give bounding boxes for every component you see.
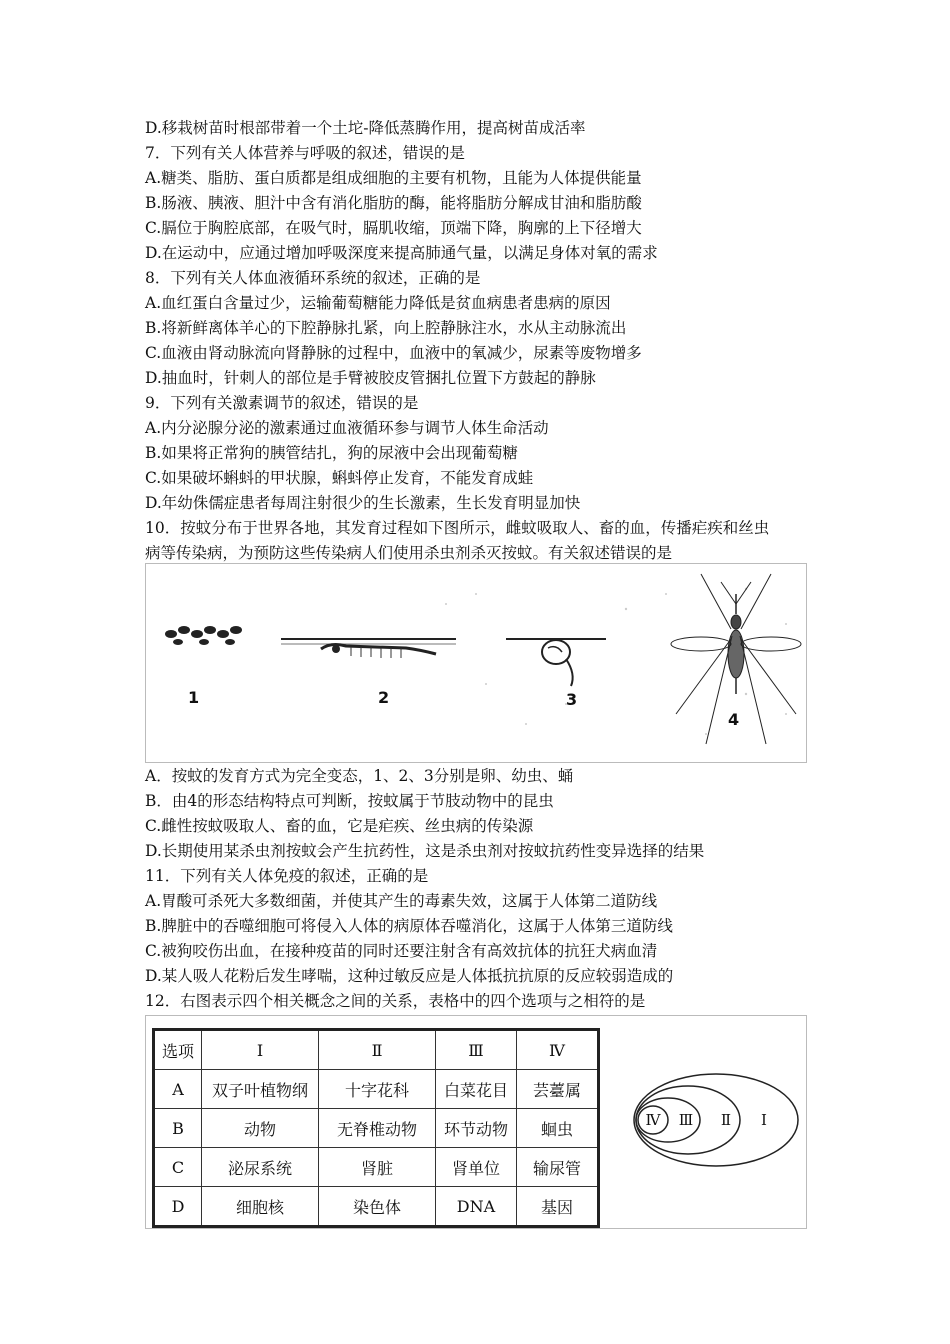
text-line: A.血红蛋白含量过少，运输葡萄糖能力降低是贫血病患者患病的原因 xyxy=(145,294,611,312)
text-line: 12．右图表示四个相关概念之间的关系，表格中的四个选项与之相符的是 xyxy=(145,992,646,1010)
venn-label-2: Ⅱ xyxy=(720,1111,732,1129)
text-line: B.将新鲜离体羊心的下腔静脉扎紧，向上腔静脉注水，水从主动脉流出 xyxy=(145,319,627,337)
mosquito-lifecycle-figure xyxy=(145,563,807,763)
text-line: C.血液由肾动脉流向肾静脉的过程中，血液中的氧减少，尿素等废物增多 xyxy=(145,344,642,362)
table-cell: 十字花科 xyxy=(319,1070,436,1109)
text-line: B．由4的形态结构特点可判断，按蚊属于节肢动物中的昆虫 xyxy=(145,792,554,810)
table-row xyxy=(154,1109,599,1148)
text-line: D.长期使用某杀虫剂按蚊会产生抗药性，这是杀虫剂对按蚊抗药性变异选择的结果 xyxy=(145,842,705,860)
table-cell: 芸薹属 xyxy=(517,1070,599,1109)
venn-label-3: Ⅲ xyxy=(678,1111,694,1129)
text-line: A．按蚊的发育方式为完全变态，1、2、3分别是卵、幼虫、蛹 xyxy=(145,767,574,785)
table-cell: DNA xyxy=(436,1187,517,1227)
text-line: D.在运动中，应通过增加呼吸深度来提高肺通气量，以满足身体对氧的需求 xyxy=(145,244,658,262)
table-cell: 泌尿系统 xyxy=(202,1148,319,1187)
table-cell: C xyxy=(154,1148,202,1187)
venn-label-4: Ⅳ xyxy=(645,1111,661,1129)
table-cell: 动物 xyxy=(202,1109,319,1148)
text-line: C.雌性按蚊吸取人、畜的血，它是疟疾、丝虫病的传染源 xyxy=(145,817,534,835)
text-line: C.如果破坏蝌蚪的甲状腺，蝌蚪停止发育，不能发育成蛙 xyxy=(145,469,534,487)
mosquito-lifecycle-drawing xyxy=(146,564,806,762)
text-line: B.脾脏中的吞噬细胞可将侵入人体的病原体吞噬消化，这属于人体第三道防线 xyxy=(145,917,673,935)
text-line: 11．下列有关人体免疫的叙述，正确的是 xyxy=(145,867,429,885)
nested-venn-diagram xyxy=(616,1016,801,1228)
text-line: D.移栽树苗时根部带着一个土坨-降低蒸腾作用，提高树苗成活率 xyxy=(145,119,586,137)
text-line: D.年幼侏儒症患者每周注射很少的生长激素，生长发育明显加快 xyxy=(145,494,581,512)
table-cell: D xyxy=(154,1187,202,1227)
pupa-icon xyxy=(506,639,606,686)
table-cell: 肾单位 xyxy=(436,1148,517,1187)
text-line: D.抽血时，针刺人的部位是手臂被胶皮管捆扎位置下方鼓起的静脉 xyxy=(145,369,596,387)
larva-icon xyxy=(281,639,456,658)
table-header-cell: Ⅰ xyxy=(202,1030,319,1070)
stage-label-3: 3 xyxy=(566,690,578,709)
concept-relation-figure xyxy=(145,1015,807,1229)
table-header-cell: 选项 xyxy=(154,1030,202,1070)
options-table xyxy=(152,1028,600,1228)
table-row xyxy=(154,1148,599,1187)
table-header-row xyxy=(154,1030,599,1070)
table-cell: A xyxy=(154,1070,202,1109)
table-cell: 白菜花目 xyxy=(436,1070,517,1109)
text-line: 7．下列有关人体营养与呼吸的叙述，错误的是 xyxy=(145,144,465,162)
venn-label-1: Ⅰ xyxy=(761,1111,767,1129)
text-line: 病等传染病，为预防这些传染病人们使用杀虫剂杀灭按蚊。有关叙述错误的是 xyxy=(145,544,673,562)
table-cell: 细胞核 xyxy=(202,1187,319,1227)
text-line: B.如果将正常狗的胰管结扎，狗的尿液中会出现葡萄糖 xyxy=(145,444,518,462)
table-cell: 输尿管 xyxy=(517,1148,599,1187)
text-line: 10．按蚊分布于世界各地，其发育过程如下图所示，雌蚊吸取人、畜的血，传播疟疾和丝虫 xyxy=(145,519,770,537)
table-header-cell: Ⅲ xyxy=(436,1030,517,1070)
table-cell: 蛔虫 xyxy=(517,1109,599,1148)
table-cell: 染色体 xyxy=(319,1187,436,1227)
text-line: A.内分泌腺分泌的激素通过血液循环参与调节人体生命活动 xyxy=(145,419,549,437)
table-cell: 环节动物 xyxy=(436,1109,517,1148)
stage-label-1: 1 xyxy=(188,688,200,707)
table-row xyxy=(154,1187,599,1227)
text-line: 8．下列有关人体血液循环系统的叙述，正确的是 xyxy=(145,269,481,287)
table-cell: 基因 xyxy=(517,1187,599,1227)
stage-label-4: 4 xyxy=(728,710,740,729)
stage-label-2: 2 xyxy=(378,688,390,707)
text-line: A.胃酸可杀死大多数细菌，并使其产生的毒素失效，这属于人体第二道防线 xyxy=(145,892,658,910)
table-cell: 肾脏 xyxy=(319,1148,436,1187)
text-line: 9．下列有关激素调节的叙述，错误的是 xyxy=(145,394,419,412)
text-line: D.某人吸人花粉后发生哮喘，这种过敏反应是人体抵抗抗原的反应较弱造成的 xyxy=(145,967,674,985)
table-cell: 无脊椎动物 xyxy=(319,1109,436,1148)
egg-raft-icon xyxy=(165,626,242,645)
text-line: B.肠液、胰液、胆汁中含有消化脂肪的酶，能将脂肪分解成甘油和脂肪酸 xyxy=(145,194,642,212)
table-header-cell: Ⅱ xyxy=(319,1030,436,1070)
table-header-cell: Ⅳ xyxy=(517,1030,599,1070)
table-row xyxy=(154,1070,599,1109)
text-line: C.膈位于胸腔底部，在吸气时，膈肌收缩，顶端下降，胸廓的上下径增大 xyxy=(145,219,642,237)
text-line: A.糖类、脂肪、蛋白质都是组成细胞的主要有机物，且能为人体提供能量 xyxy=(145,169,642,187)
text-line: C.被狗咬伤出血，在接种疫苗的同时还要注射含有高效抗体的抗狂犬病血清 xyxy=(145,942,658,960)
table-cell: 双子叶植物纲 xyxy=(202,1070,319,1109)
table-cell: B xyxy=(154,1109,202,1148)
